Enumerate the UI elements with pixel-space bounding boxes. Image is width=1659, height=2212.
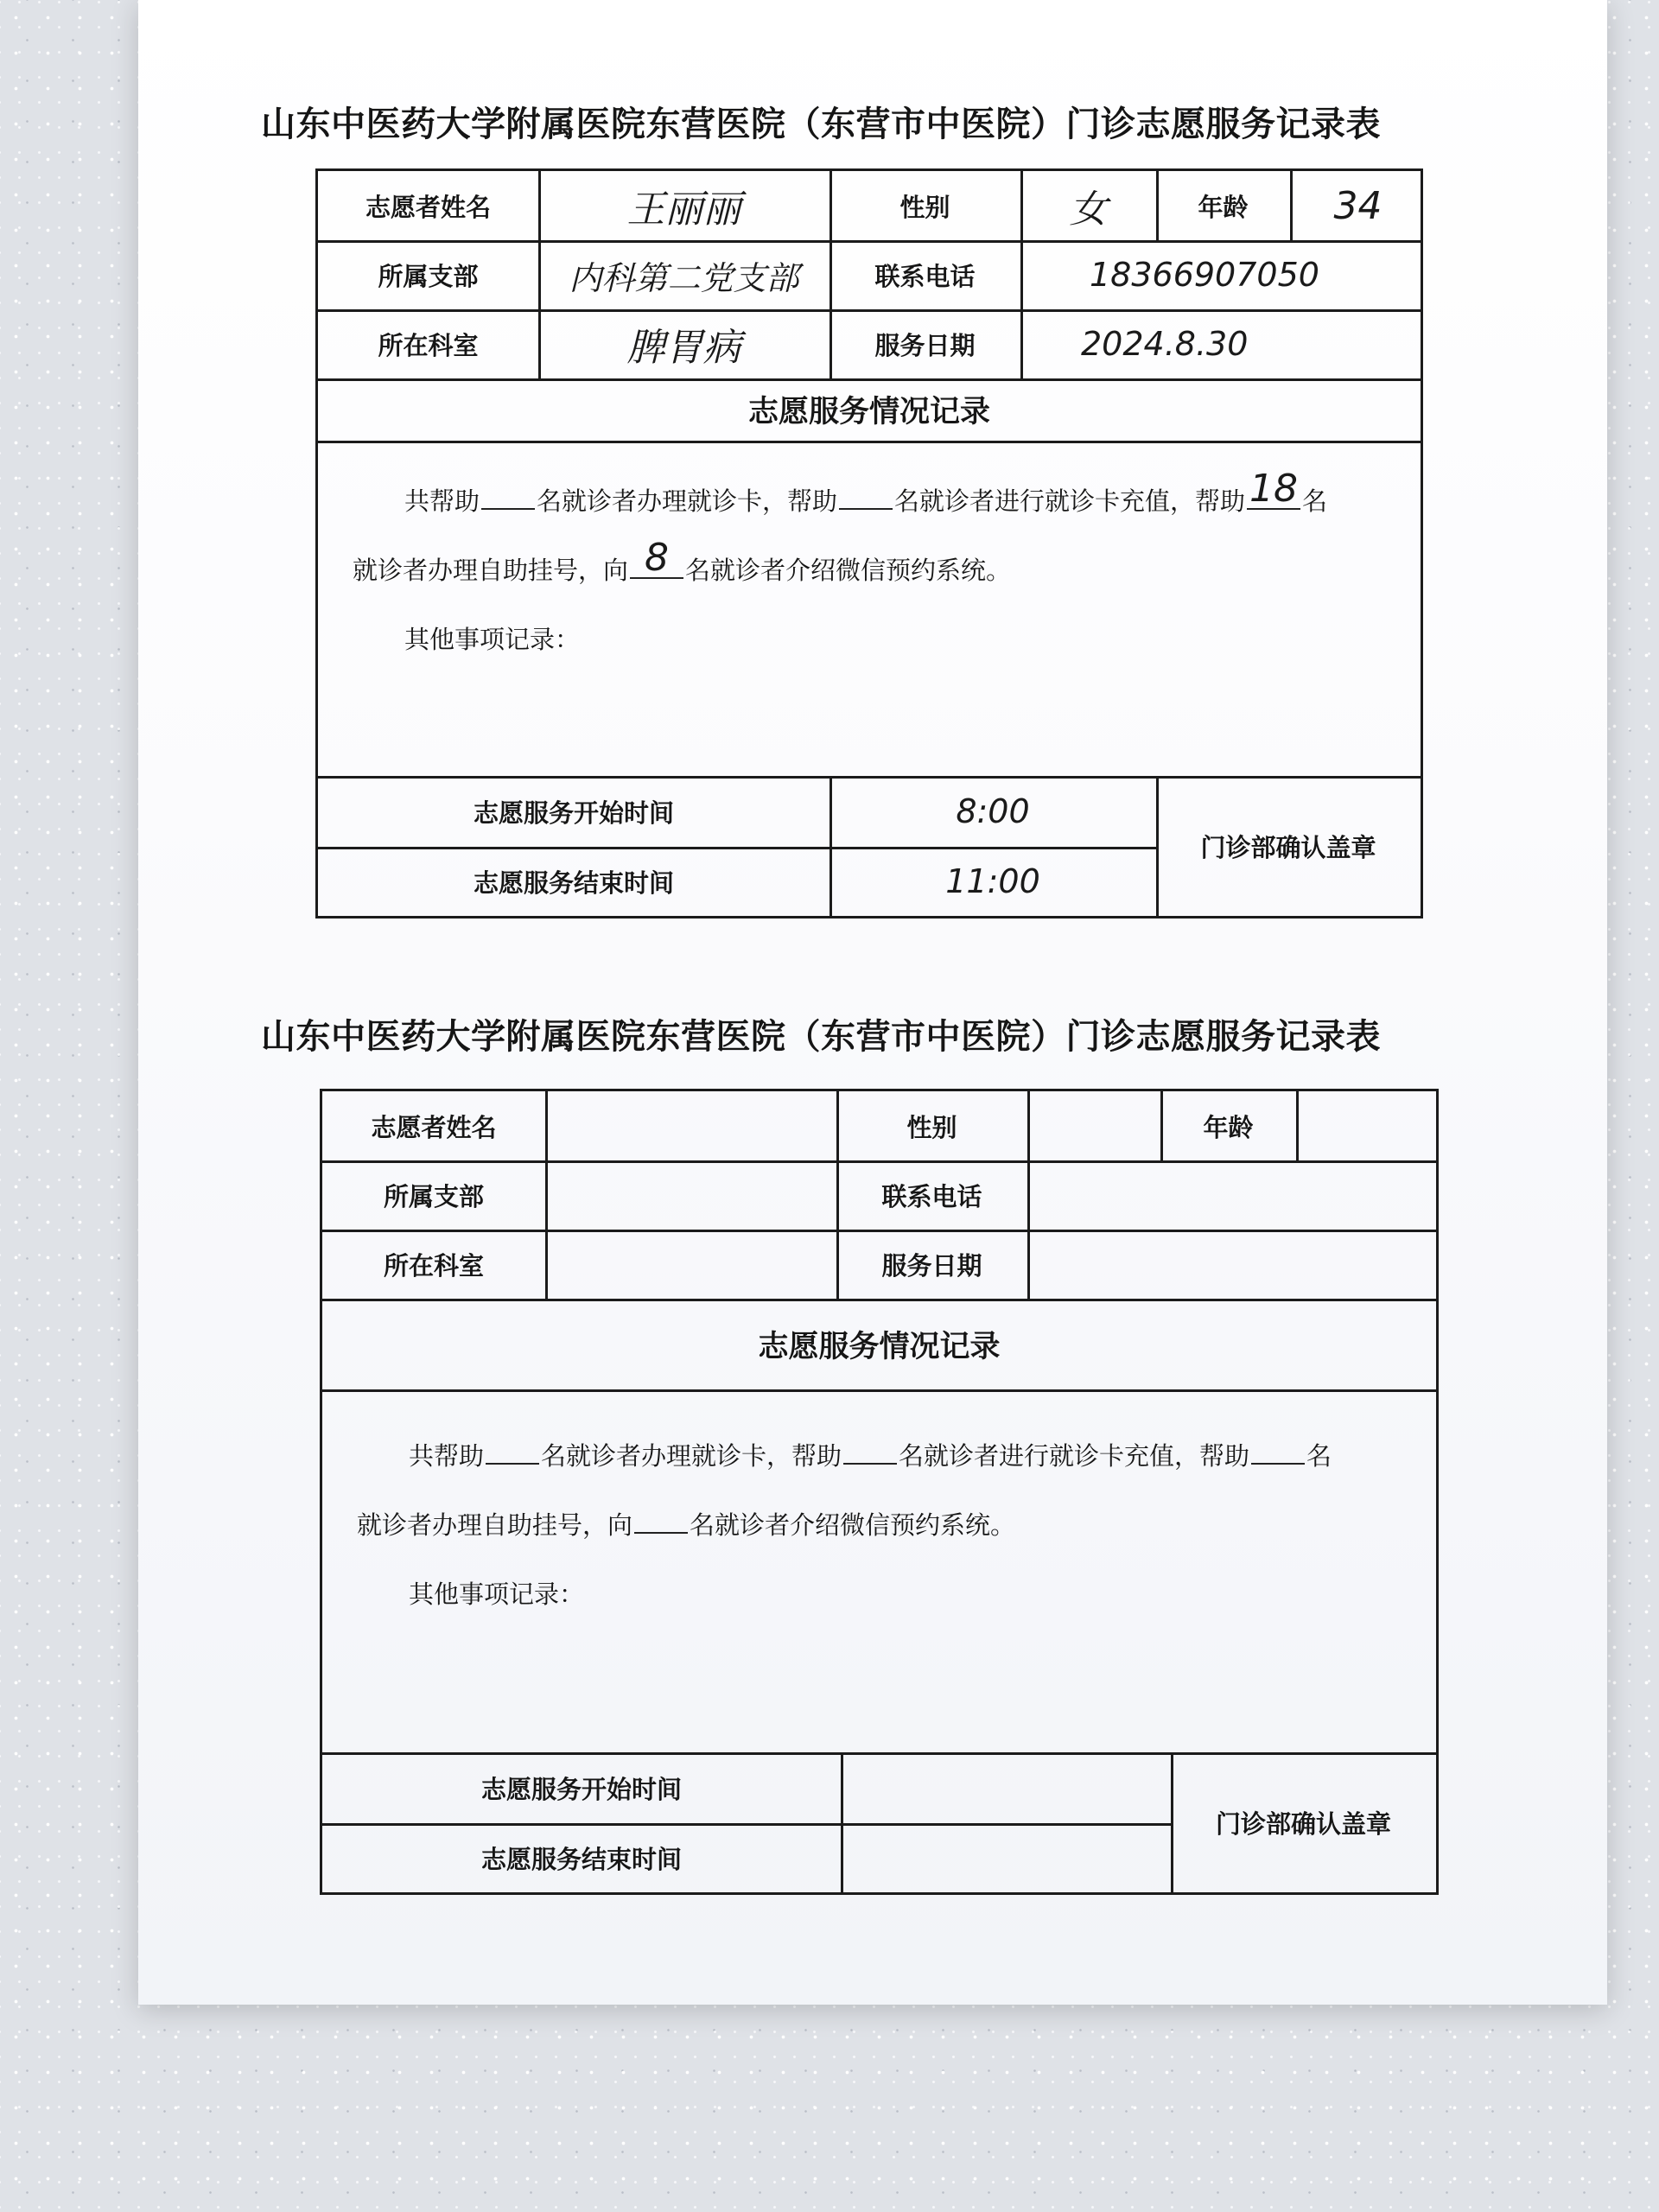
other-notes-label: 其他事项记录：	[404, 625, 581, 654]
service-record-header: 志愿服务情况记录	[758, 1328, 1001, 1364]
branch-field[interactable]	[545, 1160, 836, 1230]
age-field[interactable]	[1296, 1091, 1436, 1160]
stamp-label: 门诊部确认盖章	[1215, 1808, 1391, 1839]
department-field[interactable]	[545, 1230, 836, 1299]
wechat-intro-blank[interactable]	[634, 1506, 688, 1534]
self-registration-blank[interactable]	[1251, 1437, 1305, 1465]
card-recharged-blank[interactable]	[843, 1437, 897, 1465]
start-time-field[interactable]	[841, 1752, 1171, 1823]
age-label: 年龄	[1198, 192, 1249, 222]
department-field[interactable]: 脾胃病	[626, 326, 741, 370]
service-date-field[interactable]: 2024.8.30	[1081, 325, 1249, 363]
other-notes-label: 其他事项记录：	[409, 1580, 585, 1609]
service-sentence-line-2: 就诊者办理自助挂号，向 8 名就诊者介绍微信预约系统。	[353, 536, 1012, 585]
self-registration-blank[interactable]: 18	[1247, 482, 1300, 510]
name-label: 志愿者姓名	[371, 1112, 497, 1142]
name-label: 志愿者姓名	[365, 192, 491, 222]
gender-field[interactable]	[1027, 1091, 1160, 1160]
end-time-field[interactable]: 11:00	[945, 862, 1040, 900]
form-1	[315, 168, 1423, 918]
age-label: 年龄	[1203, 1112, 1254, 1142]
wechat-intro-blank[interactable]: 8	[630, 551, 683, 579]
end-time-label: 志愿服务结束时间	[480, 1844, 682, 1874]
form-2	[320, 1089, 1439, 1895]
start-time-label: 志愿服务开始时间	[473, 798, 674, 828]
start-time-label: 志愿服务开始时间	[480, 1774, 682, 1804]
service-date-label: 服务日期	[881, 1250, 982, 1281]
service-sentence-line-2: 就诊者办理自助挂号，向 名就诊者介绍微信预约系统。	[357, 1506, 1015, 1541]
branch-field[interactable]: 内科第二党支部	[569, 258, 799, 297]
phone-field[interactable]	[1027, 1160, 1436, 1230]
name-field[interactable]	[545, 1091, 836, 1160]
form-1-title: 山东中医药大学附属医院东营医院（东营市中医院）门诊志愿服务记录表	[261, 104, 1381, 144]
gender-label: 性别	[899, 192, 950, 222]
card-issued-blank[interactable]	[486, 1437, 539, 1465]
end-time-field[interactable]	[841, 1823, 1171, 1892]
department-label: 所在科室	[383, 1250, 484, 1281]
card-recharged-blank[interactable]	[839, 482, 893, 510]
end-time-label: 志愿服务结束时间	[473, 868, 674, 898]
phone-field[interactable]: 18366907050	[1090, 256, 1319, 294]
service-date-field[interactable]	[1027, 1230, 1436, 1299]
start-time-field[interactable]: 8:00	[956, 792, 1030, 830]
form-2-title: 山东中医药大学附属医院东营医院（东营市中医院）门诊志愿服务记录表	[261, 1016, 1381, 1057]
name-field[interactable]: 王丽丽	[626, 188, 741, 232]
form-2-rule	[322, 1389, 1436, 1392]
age-field[interactable]: 34	[1333, 183, 1382, 228]
service-sentence-line-1: 共帮助 名就诊者办理就诊卡，帮助 名就诊者进行就诊卡充值，帮助 名	[409, 1437, 1332, 1472]
service-sentence-line-1: 共帮助 名就诊者办理就诊卡，帮助 名就诊者进行就诊卡充值，帮助 18 名	[404, 467, 1328, 516]
card-issued-blank[interactable]	[481, 482, 535, 510]
service-record-header: 志愿服务情况记录	[747, 394, 990, 429]
phone-label: 联系电话	[881, 1181, 982, 1211]
service-date-label: 服务日期	[874, 330, 976, 360]
form-1-rule	[318, 441, 1421, 443]
gender-field[interactable]: 女	[1069, 188, 1108, 232]
department-label: 所在科室	[378, 330, 479, 360]
gender-label: 性别	[906, 1112, 957, 1142]
branch-label: 所属支部	[378, 261, 479, 291]
stamp-label: 门诊部确认盖章	[1200, 832, 1376, 862]
phone-label: 联系电话	[874, 261, 976, 291]
branch-label: 所属支部	[383, 1181, 484, 1211]
